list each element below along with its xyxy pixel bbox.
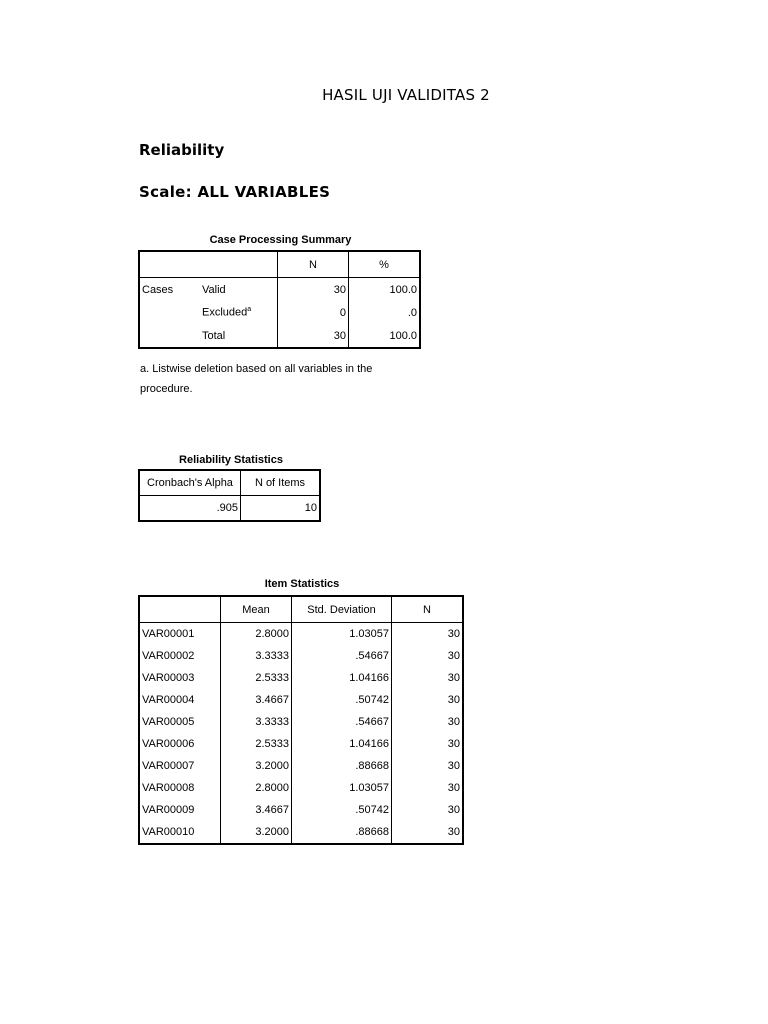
cell-n: 30 <box>447 760 460 772</box>
cell-std-deviation: .88668 <box>292 755 392 777</box>
table-row <box>139 711 463 733</box>
reliability-statistics-table <box>138 469 321 522</box>
cell-std-deviation: .54667 <box>292 645 392 667</box>
reliability-statistics-title: Reliability Statistics <box>179 454 283 466</box>
header-mean: Mean <box>221 596 292 623</box>
reliability-heading: Reliability <box>139 141 225 159</box>
footnote-line-2: procedure. <box>140 383 193 395</box>
cell-std-deviation: 1.03057 <box>292 623 392 646</box>
item-statistics-title: Item Statistics <box>264 578 340 590</box>
cell-mean: 3.2000 <box>221 755 292 777</box>
table-row <box>139 324 420 348</box>
header-n: N <box>278 251 349 278</box>
cell-variable: VAR00002 <box>139 645 221 667</box>
cell-mean: 3.4667 <box>221 799 292 821</box>
table-row <box>139 733 463 755</box>
row-label: Total <box>200 324 278 348</box>
cell-n: 30 <box>447 628 460 640</box>
cell-n: 0 <box>278 301 349 324</box>
case-processing-table <box>138 250 421 349</box>
cell-alpha: .905 <box>139 496 241 522</box>
excluded-label: Excluded <box>202 306 248 319</box>
cell-mean: 2.8000 <box>221 777 292 799</box>
cell-std-deviation: .50742 <box>292 799 392 821</box>
table-row <box>139 667 463 689</box>
cell-percent: .0 <box>407 306 417 319</box>
cell-n-items: 10 <box>304 502 317 514</box>
cell-n: 30 <box>278 278 349 302</box>
cell-variable: VAR00008 <box>139 777 221 799</box>
table-header-row <box>139 251 420 278</box>
table-row <box>139 821 463 844</box>
table-row <box>139 623 463 646</box>
table-header-row <box>139 596 463 623</box>
cell-n: 30 <box>447 782 460 794</box>
cell-variable: VAR00001 <box>139 623 221 646</box>
cell-mean: 3.3333 <box>221 645 292 667</box>
item-rows <box>139 623 463 845</box>
page-title: HASIL UJI VALIDITAS 2 <box>322 86 490 104</box>
header-n: N <box>392 596 464 623</box>
cell-variable: VAR00006 <box>139 733 221 755</box>
footnote <box>140 359 372 399</box>
table-row <box>139 496 320 522</box>
cell-variable: VAR00003 <box>139 667 221 689</box>
scale-heading: Scale: ALL VARIABLES <box>139 183 331 201</box>
cell-n: 30 <box>447 716 460 728</box>
cell-n: 30 <box>447 672 460 684</box>
cell-variable: VAR00005 <box>139 711 221 733</box>
header-std-deviation: Std. Deviation <box>292 596 392 623</box>
cell-mean: 2.5333 <box>221 733 292 755</box>
case-processing-title: Case Processing Summary <box>209 234 352 246</box>
cases-label: Cases <box>142 283 174 296</box>
row-label <box>200 301 278 324</box>
table-row <box>139 689 463 711</box>
cell-std-deviation: .54667 <box>292 711 392 733</box>
table-row <box>139 278 420 302</box>
header-cronbach: Cronbach's Alpha <box>139 470 241 496</box>
table-row <box>139 755 463 777</box>
cell-variable: VAR00004 <box>139 689 221 711</box>
cell-n: 30 <box>447 650 460 662</box>
cell-percent: 100.0 <box>389 283 417 296</box>
cell-mean: 3.4667 <box>221 689 292 711</box>
cell-std-deviation: 1.04166 <box>292 733 392 755</box>
cell-std-deviation: .50742 <box>292 689 392 711</box>
table-row <box>139 301 420 324</box>
cell-n: 30 <box>447 738 460 750</box>
footnote-line-1: a. Listwise deletion based on all variables in the <box>140 363 373 375</box>
cell-n: 30 <box>447 804 460 816</box>
table-row <box>139 777 463 799</box>
cell-mean: 2.8000 <box>221 623 292 646</box>
cell-variable: VAR00010 <box>139 821 221 844</box>
cell-n: 30 <box>447 694 460 706</box>
cell-std-deviation: 1.03057 <box>292 777 392 799</box>
header-n-items: N of Items <box>241 470 321 496</box>
table-row <box>139 645 463 667</box>
cell-variable: VAR00009 <box>139 799 221 821</box>
cell-std-deviation: 1.04166 <box>292 667 392 689</box>
table-row <box>139 799 463 821</box>
table-header-row <box>139 470 320 496</box>
row-label: Valid <box>200 278 278 302</box>
item-statistics-table <box>138 595 464 845</box>
cell-mean: 3.2000 <box>221 821 292 844</box>
cell-std-deviation: .88668 <box>292 821 392 844</box>
cell-n: 30 <box>447 826 460 838</box>
cell-mean: 2.5333 <box>221 667 292 689</box>
cell-variable: VAR00007 <box>139 755 221 777</box>
cell-n: 30 <box>278 324 349 348</box>
footnote-marker: a <box>247 306 252 314</box>
cell-percent: 100.0 <box>389 329 417 342</box>
cell-mean: 3.3333 <box>221 711 292 733</box>
header-percent: % <box>349 251 421 278</box>
